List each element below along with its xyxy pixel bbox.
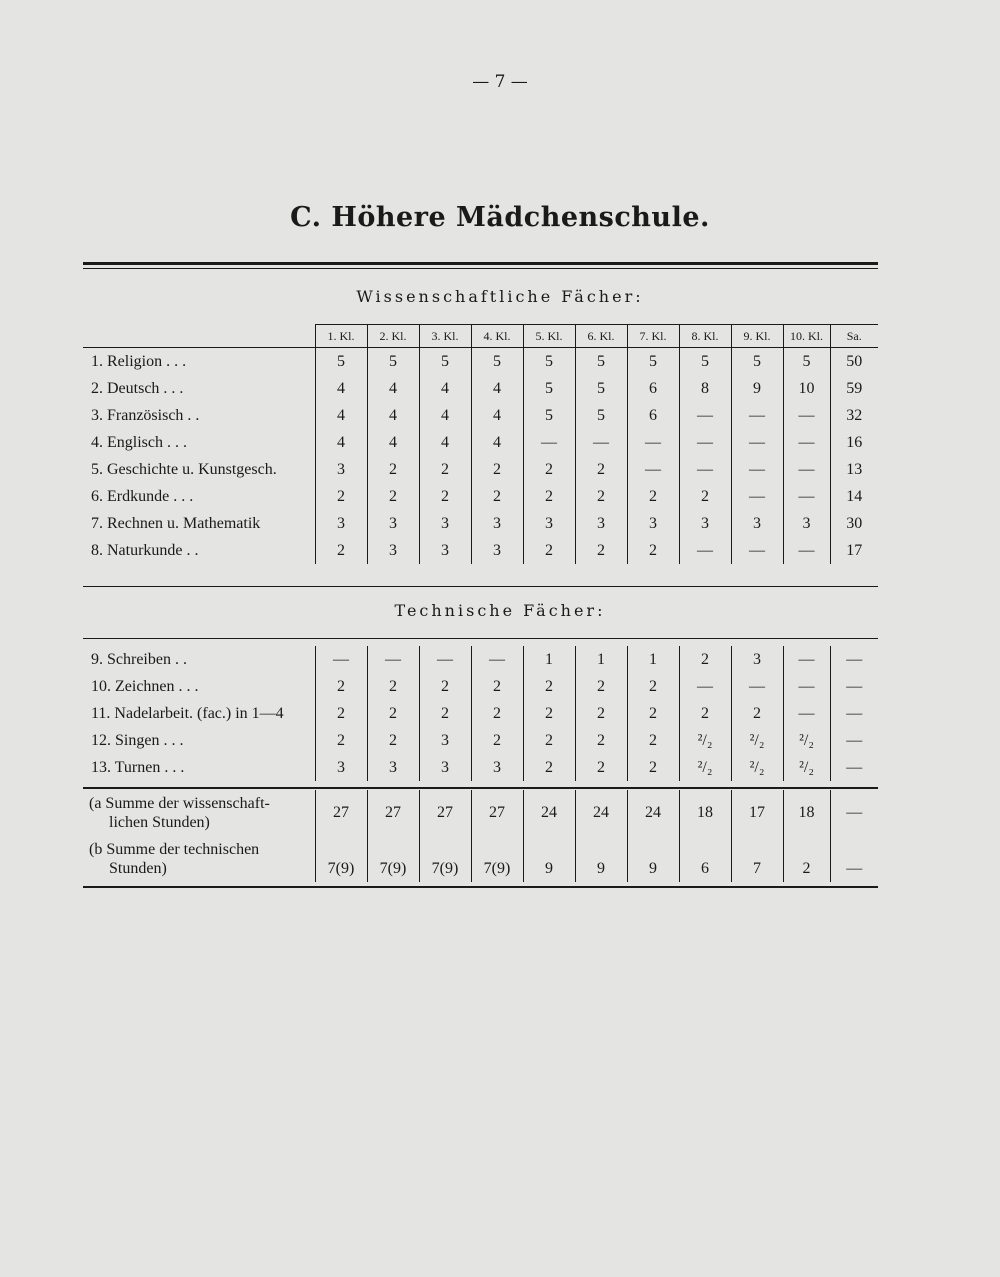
table-cell: — <box>783 700 830 727</box>
table-cell: 4 <box>315 375 367 402</box>
row-label: 8. Naturkunde . . <box>91 541 199 559</box>
table-cell: ²/₂ <box>731 754 783 781</box>
table-cell: — <box>731 402 783 429</box>
table-cell: 2 <box>471 673 523 700</box>
table-cell: 2 <box>419 456 471 483</box>
section-heading-wissenschaftlich: Wissenschaftliche Fächer: <box>356 287 644 306</box>
table-cell: 2 <box>575 456 627 483</box>
sum-cell: 24 <box>627 790 679 836</box>
table-cell: 3 <box>315 754 367 781</box>
page-title: C. Höhere Mädchenschule. <box>290 202 710 233</box>
table-cell: 5 <box>523 348 575 376</box>
column-header: 4. Kl. <box>471 325 523 348</box>
table-cell: 14 <box>830 483 878 510</box>
table-cell: 2 <box>679 646 731 673</box>
table-cell: 2 <box>523 456 575 483</box>
table-cell: — <box>783 429 830 456</box>
table-cell: 4 <box>419 375 471 402</box>
sum-cell: 2 <box>783 836 830 882</box>
table-cell: 3 <box>315 456 367 483</box>
sum-row <box>83 790 878 836</box>
column-header: Sa. <box>830 325 878 348</box>
table-row <box>83 646 878 673</box>
table-cell: ²/₂ <box>783 727 830 754</box>
row-label: 9. Schreiben . . <box>91 650 187 668</box>
table-cell: 2 <box>627 673 679 700</box>
row-label: 2. Deutsch . . . <box>91 379 184 397</box>
table-cell: 2 <box>367 700 419 727</box>
row-label: 12. Singen . . . <box>91 731 184 749</box>
table-cell: 2 <box>679 483 731 510</box>
table-cell: — <box>679 402 731 429</box>
row-label: 7. Rechnen u. Mathematik <box>91 514 261 532</box>
table-cell: 2 <box>575 537 627 564</box>
table-cell: — <box>679 429 731 456</box>
table-cell: 13 <box>830 456 878 483</box>
table-cell: 6 <box>627 402 679 429</box>
table-cell: 4 <box>367 402 419 429</box>
table-cell: 3 <box>419 754 471 781</box>
table-cell: 2 <box>419 700 471 727</box>
table-cell: 9 <box>731 375 783 402</box>
table-cell: ²/₂ <box>783 754 830 781</box>
table-cell: 2 <box>471 700 523 727</box>
table-cell: 5 <box>731 348 783 376</box>
table-cell: 2 <box>367 456 419 483</box>
table-cell: — <box>731 456 783 483</box>
table-cell: 4 <box>315 402 367 429</box>
table-cell: 30 <box>830 510 878 537</box>
column-header: 8. Kl. <box>679 325 731 348</box>
table-cell: 16 <box>830 429 878 456</box>
table-cell: — <box>830 727 878 754</box>
table-cell: 3 <box>731 510 783 537</box>
table-cell: 1 <box>523 646 575 673</box>
table-cell: — <box>679 673 731 700</box>
sum-cell: 27 <box>367 790 419 836</box>
table-row <box>83 402 878 429</box>
table-cell: 5 <box>575 348 627 376</box>
table-cell: 4 <box>471 429 523 456</box>
sum-row <box>83 836 878 882</box>
table-cell: 3 <box>471 537 523 564</box>
table-cell: — <box>367 646 419 673</box>
table-cell: — <box>419 646 471 673</box>
sum-cell: 7(9) <box>419 836 471 882</box>
sum-label-line: Stunden) <box>109 860 167 877</box>
table-cell: 2 <box>315 483 367 510</box>
sum-cell: 24 <box>523 790 575 836</box>
table-cell: 1 <box>627 646 679 673</box>
sum-cell: 17 <box>731 790 783 836</box>
table-cell: 5 <box>419 348 471 376</box>
table-cell: 2 <box>627 483 679 510</box>
table-cell: 4 <box>471 375 523 402</box>
sum-cell: 9 <box>523 836 575 882</box>
table-cell: ²/₂ <box>731 727 783 754</box>
row-label: 1. Religion . . . <box>91 352 187 370</box>
table-cell: 2 <box>575 483 627 510</box>
table-cell: 3 <box>419 727 471 754</box>
sum-cell: 9 <box>627 836 679 882</box>
table-cell: 3 <box>679 510 731 537</box>
sum-cell: 7(9) <box>471 836 523 882</box>
table-cell: 2 <box>367 673 419 700</box>
column-header: 3. Kl. <box>419 325 471 348</box>
table-cell: 5 <box>575 375 627 402</box>
table-cell: — <box>830 754 878 781</box>
table-cell: 5 <box>679 348 731 376</box>
table-cell: — <box>783 537 830 564</box>
table-cell: 6 <box>627 375 679 402</box>
table-cell: — <box>679 456 731 483</box>
sum-cell: 18 <box>679 790 731 836</box>
row-label: 10. Zeichnen . . . <box>91 677 199 695</box>
sum-cell: 18 <box>783 790 830 836</box>
row-label: 5. Geschichte u. Kunstgesch. <box>91 460 277 478</box>
table-cell: 2 <box>627 537 679 564</box>
table-cell: 4 <box>315 429 367 456</box>
table-cell: 2 <box>627 700 679 727</box>
section-heading-technisch: Technische Fächer: <box>394 601 606 620</box>
table-header-row <box>83 325 878 348</box>
sum-label-line: (b Summe der technischen <box>89 841 260 858</box>
title-rule-top <box>83 262 878 265</box>
table-cell: 2 <box>315 727 367 754</box>
sum-cell: — <box>830 836 878 882</box>
table-cell: — <box>731 537 783 564</box>
table-row <box>83 510 878 537</box>
table-cell: 17 <box>830 537 878 564</box>
wissenschaftliche-table <box>83 324 878 564</box>
table-cell: 3 <box>471 754 523 781</box>
table-cell: 2 <box>367 727 419 754</box>
title-rule-bottom <box>83 268 878 269</box>
table-cell: 2 <box>627 727 679 754</box>
sum-cell: 27 <box>315 790 367 836</box>
table-cell: 5 <box>523 402 575 429</box>
page-number: — 7 — <box>472 72 528 92</box>
table-cell: — <box>830 673 878 700</box>
table-cell: 3 <box>575 510 627 537</box>
table-cell: ²/₂ <box>679 727 731 754</box>
sum-cell: 24 <box>575 790 627 836</box>
table-cell: 2 <box>471 727 523 754</box>
table-cell: 2 <box>315 673 367 700</box>
table-cell: 5 <box>315 348 367 376</box>
table-cell: 4 <box>419 402 471 429</box>
column-header: 2. Kl. <box>367 325 419 348</box>
table-cell: 5 <box>367 348 419 376</box>
table-bottom-rule <box>83 886 878 888</box>
table-row <box>83 673 878 700</box>
table-cell: 1 <box>575 646 627 673</box>
table-cell: 3 <box>367 754 419 781</box>
column-header: 1. Kl. <box>315 325 367 348</box>
table-cell: — <box>830 646 878 673</box>
column-header: 10. Kl. <box>783 325 830 348</box>
table-cell: — <box>679 537 731 564</box>
table-row <box>83 348 878 376</box>
column-header: 6. Kl. <box>575 325 627 348</box>
table-cell: 3 <box>523 510 575 537</box>
table-cell: 2 <box>523 483 575 510</box>
table-cell: 4 <box>471 402 523 429</box>
table-cell: 8 <box>679 375 731 402</box>
table-cell: 32 <box>830 402 878 429</box>
table-cell: — <box>731 429 783 456</box>
column-header: 5. Kl. <box>523 325 575 348</box>
row-label: 4. Englisch . . . <box>91 433 187 451</box>
table-cell: — <box>783 673 830 700</box>
table-cell: — <box>575 429 627 456</box>
table-cell: 2 <box>471 456 523 483</box>
table-cell: 2 <box>523 700 575 727</box>
table-cell: 5 <box>575 402 627 429</box>
table-cell: 2 <box>575 754 627 781</box>
table-row <box>83 754 878 781</box>
header-corner <box>83 325 315 348</box>
table-row <box>83 375 878 402</box>
sum-rule <box>83 787 878 789</box>
sum-cell: 9 <box>575 836 627 882</box>
table-cell: 2 <box>471 483 523 510</box>
table-cell: 59 <box>830 375 878 402</box>
table-cell: 2 <box>523 754 575 781</box>
sum-cell: — <box>830 790 878 836</box>
table-cell: — <box>627 456 679 483</box>
row-label: 3. Französisch . . <box>91 406 200 424</box>
sum-cell: 7(9) <box>315 836 367 882</box>
table-cell: 3 <box>471 510 523 537</box>
sum-label-line: (a Summe der wissenschaft- <box>89 795 270 812</box>
table-cell: — <box>783 456 830 483</box>
table-cell: 2 <box>523 537 575 564</box>
table-cell: 2 <box>315 700 367 727</box>
table-cell: 3 <box>419 510 471 537</box>
table-cell: ²/₂ <box>679 754 731 781</box>
row-label: 6. Erdkunde . . . <box>91 487 194 505</box>
table-cell: — <box>731 673 783 700</box>
table-cell: 2 <box>575 700 627 727</box>
table-cell: 2 <box>731 700 783 727</box>
sum-cell: 7 <box>731 836 783 882</box>
sum-cell: 27 <box>471 790 523 836</box>
sum-label-line: lichen Stunden) <box>109 814 210 831</box>
table-row <box>83 700 878 727</box>
table-cell: — <box>830 700 878 727</box>
sum-cell: 6 <box>679 836 731 882</box>
table-cell: 2 <box>523 727 575 754</box>
sum-cell: 27 <box>419 790 471 836</box>
technische-table <box>83 646 878 781</box>
column-header: 9. Kl. <box>731 325 783 348</box>
table-cell: — <box>783 483 830 510</box>
table-cell: 3 <box>419 537 471 564</box>
table-cell: — <box>471 646 523 673</box>
table-cell: 2 <box>679 700 731 727</box>
table-cell: 5 <box>627 348 679 376</box>
table-cell: 3 <box>627 510 679 537</box>
technical-rule-top <box>83 638 878 639</box>
table-cell: — <box>731 483 783 510</box>
table-row <box>83 483 878 510</box>
table-cell: 2 <box>627 754 679 781</box>
sum-label <box>83 790 315 836</box>
table-cell: 5 <box>471 348 523 376</box>
table-cell: — <box>783 646 830 673</box>
table-cell: 2 <box>575 673 627 700</box>
table-cell: 10 <box>783 375 830 402</box>
table-cell: 5 <box>523 375 575 402</box>
table-cell: 2 <box>419 483 471 510</box>
table-cell: — <box>523 429 575 456</box>
table-cell: — <box>315 646 367 673</box>
row-label: 13. Turnen . . . <box>91 758 185 776</box>
sum-cell: 7(9) <box>367 836 419 882</box>
table-cell: 3 <box>731 646 783 673</box>
table-cell: 3 <box>315 510 367 537</box>
table-cell: 5 <box>783 348 830 376</box>
table-row <box>83 429 878 456</box>
table-cell: 4 <box>367 375 419 402</box>
table-cell: — <box>627 429 679 456</box>
table-row <box>83 727 878 754</box>
row-label: 11. Nadelarbeit. (fac.) in 1—4 <box>91 704 284 722</box>
table-cell: 2 <box>523 673 575 700</box>
table-cell: 50 <box>830 348 878 376</box>
sum-label <box>83 836 315 882</box>
table-cell: 2 <box>367 483 419 510</box>
table-cell: 3 <box>367 510 419 537</box>
table-cell: 2 <box>575 727 627 754</box>
summary-table <box>83 790 878 882</box>
table-row <box>83 456 878 483</box>
column-header: 7. Kl. <box>627 325 679 348</box>
table-row <box>83 537 878 564</box>
table-cell: — <box>783 402 830 429</box>
section-rule <box>83 586 878 587</box>
table-cell: 4 <box>419 429 471 456</box>
table-cell: 2 <box>419 673 471 700</box>
table-cell: 3 <box>367 537 419 564</box>
table-cell: 3 <box>783 510 830 537</box>
table-cell: 2 <box>315 537 367 564</box>
table-cell: 4 <box>367 429 419 456</box>
